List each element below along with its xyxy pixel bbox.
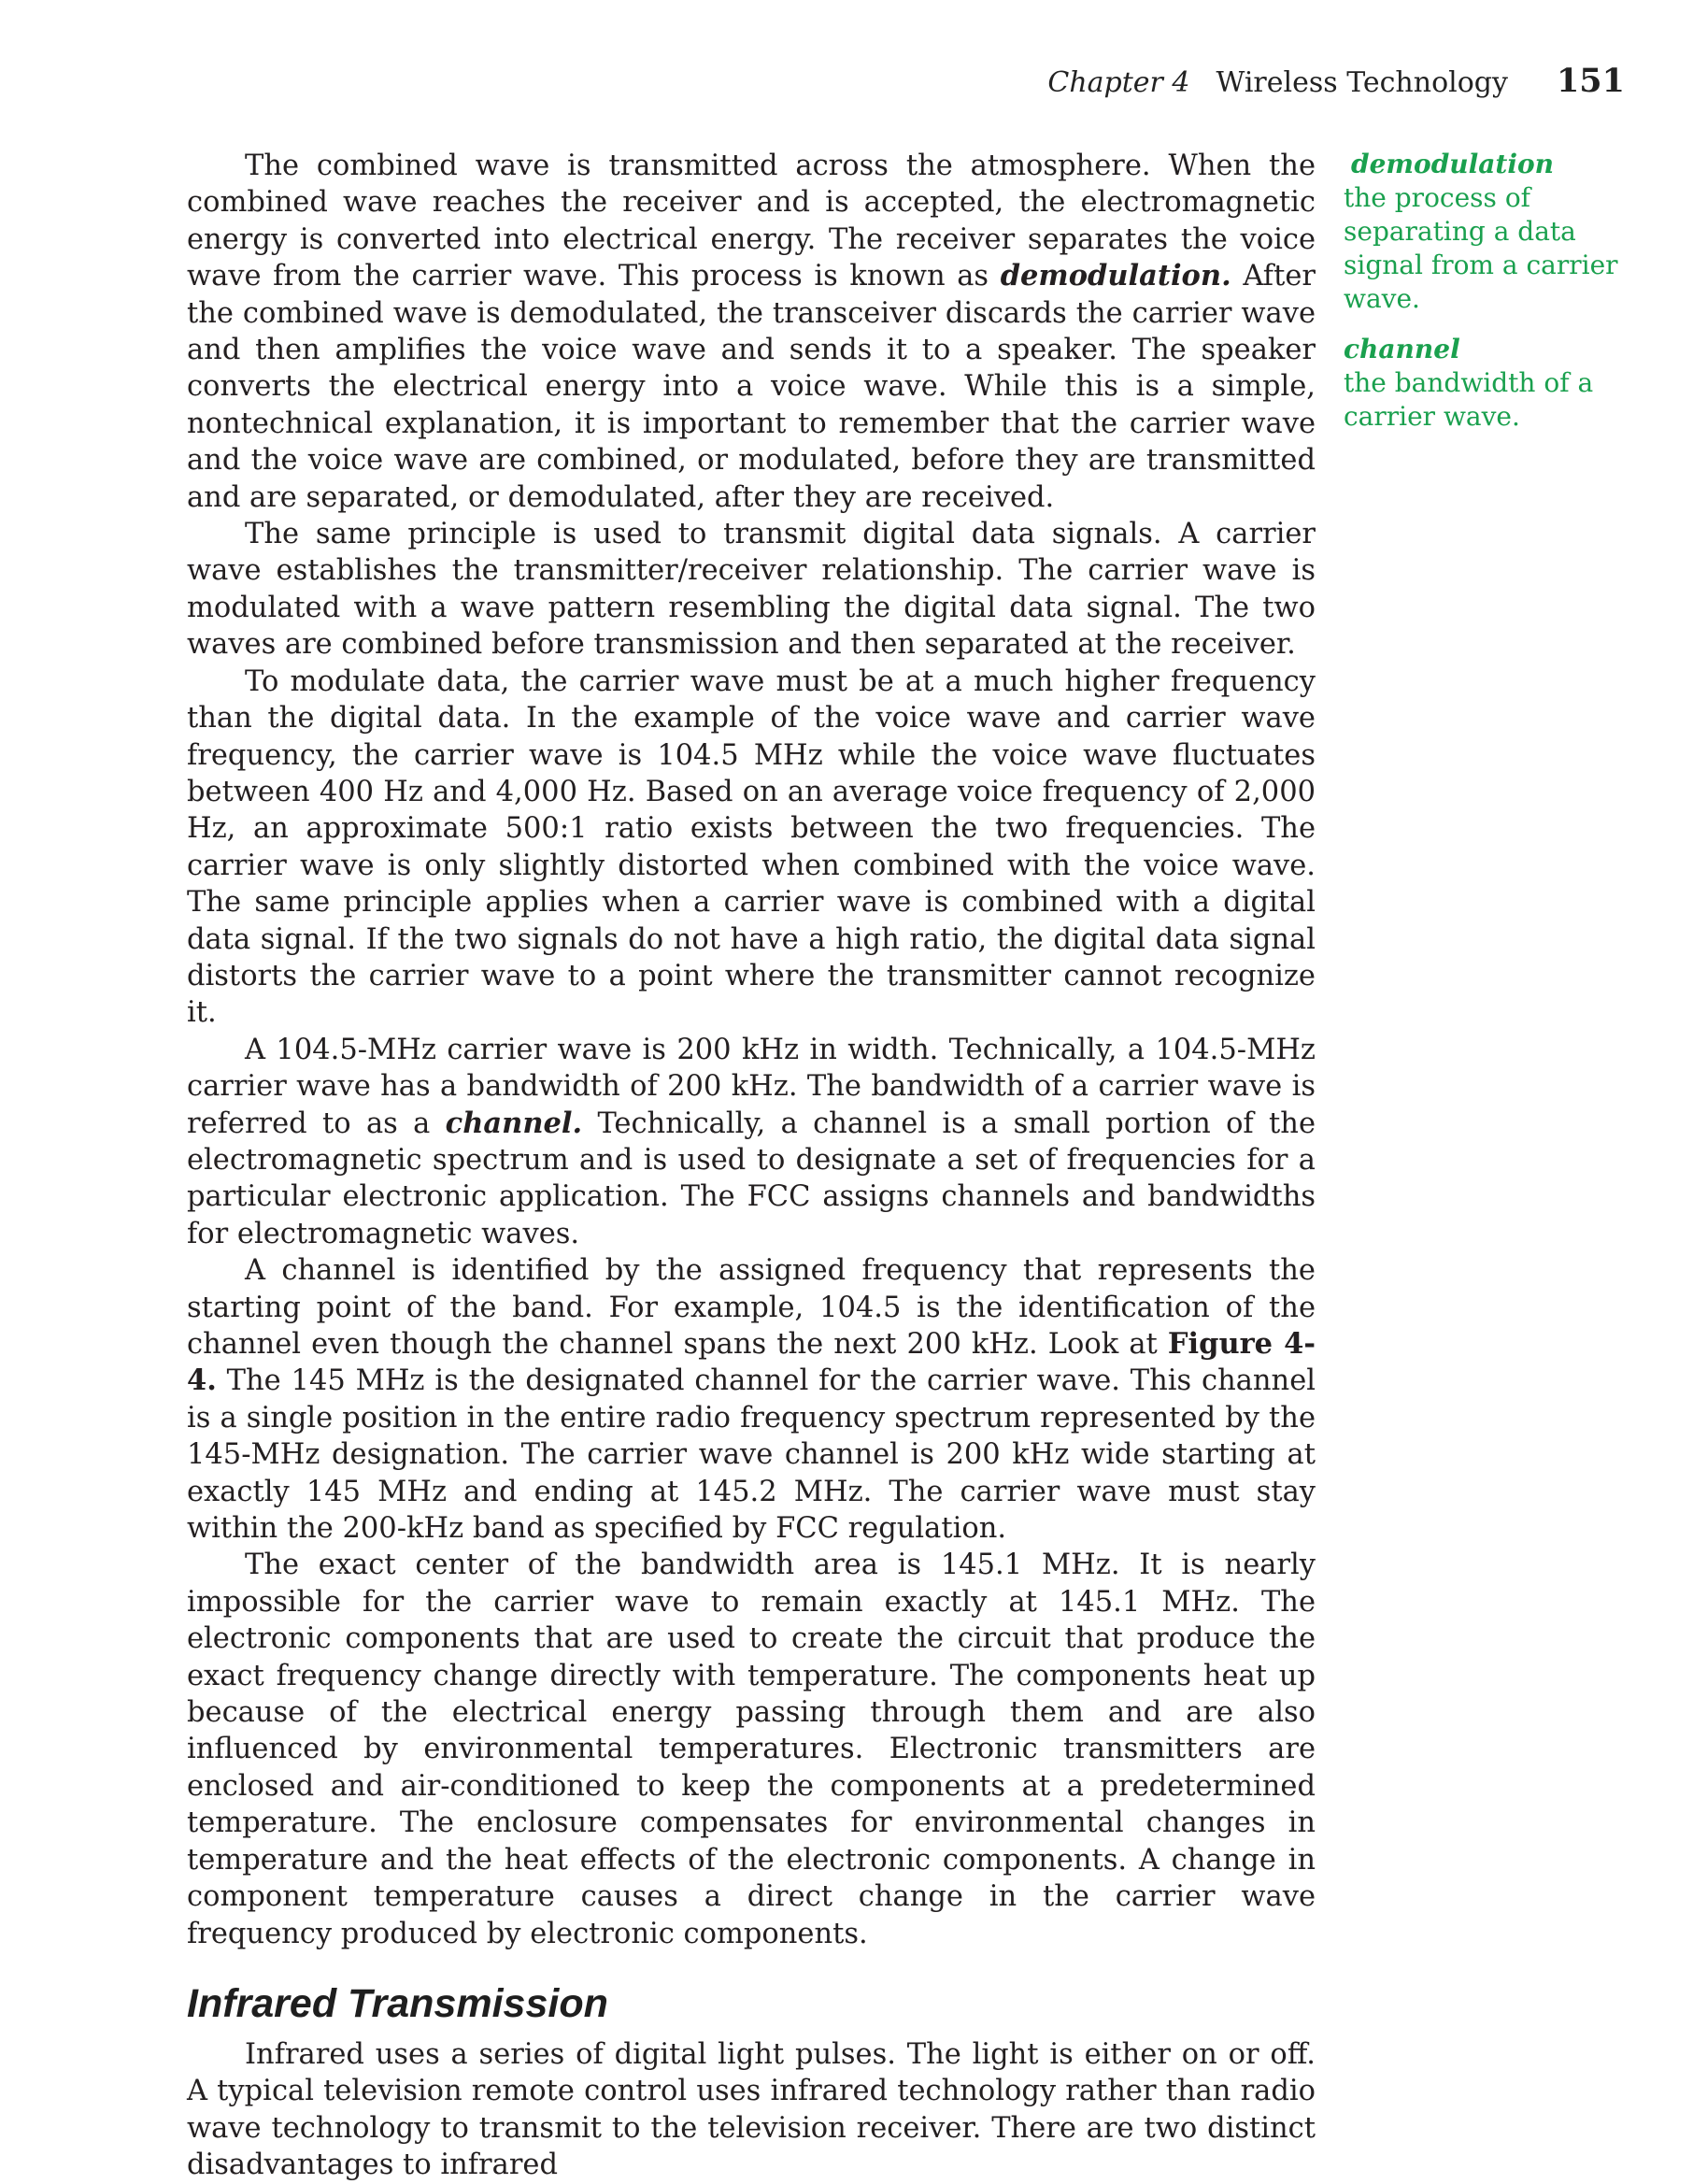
chapter-label: Chapter 4	[1047, 66, 1190, 99]
section-heading: Infrared Transmission	[187, 1980, 608, 2026]
paragraph-6: The exact center of the bandwidth area is 145.1 MHz. It is nearly impossible for the carrier wave to remain exactly at 145.1 MHz. The electronic components that are used to create the circuit that produce the exact frequency change directly with temperature. The components heat up because of the electrical energy passing through them and are also influenced by environmental temperatures. Electronic transmitters are enclosed and air-conditioned to keep the components at a predetermined temperature. The enclosure compensates for environmental changes in temperature and the heat effects of the electronic components. A change in component temperature causes a direct change in the carrier wave frequency produced by electronic components.	[187, 1549, 1316, 1950]
key-term-channel: channel.	[445, 1106, 583, 1140]
glossary-definition: the bandwidth of a carrier wave.	[1344, 367, 1594, 432]
key-term-demodulation: demodulation.	[1000, 259, 1231, 293]
glossary-term: channel	[1344, 334, 1460, 364]
paragraph-1-text-b: After the combined wave is demodulated, the transceiver discards the carrier wave and then amplifies the voice wave and sends it to a speaker. The speaker converts the electrical energy into a voice wave. While this is a simple, nontechnical explanation, it is important to remember that the carrier wave and the voice wave are combined, or modulated, before they are transmitted and are separated, or demodulated, after they are received.	[187, 260, 1316, 514]
page-number: 151	[1556, 62, 1625, 100]
figure-reference: Figure 4-4.	[187, 1327, 1316, 1398]
paragraph-3: To modulate data, the carrier wave must be at a much higher frequency than the digital data. In the example of the voice wave and carrier wave frequency, the carrier wave is 104.5 MHz while the voice wave fluctuates between 400 Hz and 4,000 Hz. Based on an average voice frequency of 2,000 Hz, an approximate 500:1 ratio exists between the two frequencies. The carrier wave is only slightly distorted when combined with the voice wave. The same principle applies when a carrier wave is combined with a digital data signal. If the two signals do not have a high ratio, the digital data signal distorts the carrier wave to a point where the transmitter cannot recognize it.	[187, 664, 1316, 1030]
paragraph-1-text-a: The combined wave is transmitted across the atmosphere. When the combined wave reaches the receiver and is accepted, the electromagnetic energy is converted into electrical energy. The receiver separates the voice wave from the carrier wave. This process is known as	[187, 150, 1316, 293]
chapter-title: Wireless Technology	[1216, 66, 1508, 99]
paragraph-4	[187, 1032, 1316, 1252]
paragraph-1	[187, 148, 1316, 516]
paragraph-4-text-a: A 104.5-MHz carrier wave is 200 kHz in width. Technically, a 104.5-MHz carrier wave has a bandwidth of 200 kHz. The bandwidth of a carrier wave is referred to as a	[187, 1033, 1316, 1140]
paragraph-2: The same principle is used to transmit digital data signals. A carrier wave establishes the transmitter/receiver relationship. The carrier wave is modulated with a wave pattern resembling the digital data signal. The two waves are combined before transmission and then separated at the receiver.	[187, 518, 1316, 662]
glossary-definition: the process of separating a data signal from a carrier wave.	[1344, 182, 1618, 314]
paragraph-4-text-b: Technically, a channel is a small portion of the electromagnetic spectrum and is used to designate a set of frequencies for a particular electronic application. The FCC assigns channels and bandwidths for electromagnetic waves.	[187, 1106, 1316, 1250]
paragraph-7: Infrared uses a series of digital light pulses. The light is either on or off. A typical television remote control uses infrared technology rather than radio wave technology to transmit to the television receiver. There are two distinct disadvantages to infrared	[187, 2037, 1316, 2182]
glossary-entry	[1344, 148, 1624, 316]
running-header	[1047, 62, 1625, 100]
glossary-term: demodulation	[1351, 149, 1555, 179]
glossary-margin	[1344, 148, 1624, 450]
body-column	[187, 148, 1316, 2184]
glossary-entry	[1344, 333, 1624, 434]
paragraph-5-text-b: The 145 MHz is the designated channel for the carrier wave. This channel is a single position in the entire radio frequency spectrum represented by the 145-MHz designation. The carrier wave channel is 200 kHz wide starting at exactly 145 MHz and ending at 145.2 MHz. The carrier wave must stay within the 200-kHz band as specified by FCC regulation.	[187, 1364, 1316, 1546]
paragraph-5-text-a: A channel is identified by the assigned frequency that represents the starting point of the band. For example, 104.5 is the identification of the channel even though the channel spans the next 200 kHz. Look at	[187, 1254, 1316, 1361]
paragraph-5	[187, 1252, 1316, 1547]
